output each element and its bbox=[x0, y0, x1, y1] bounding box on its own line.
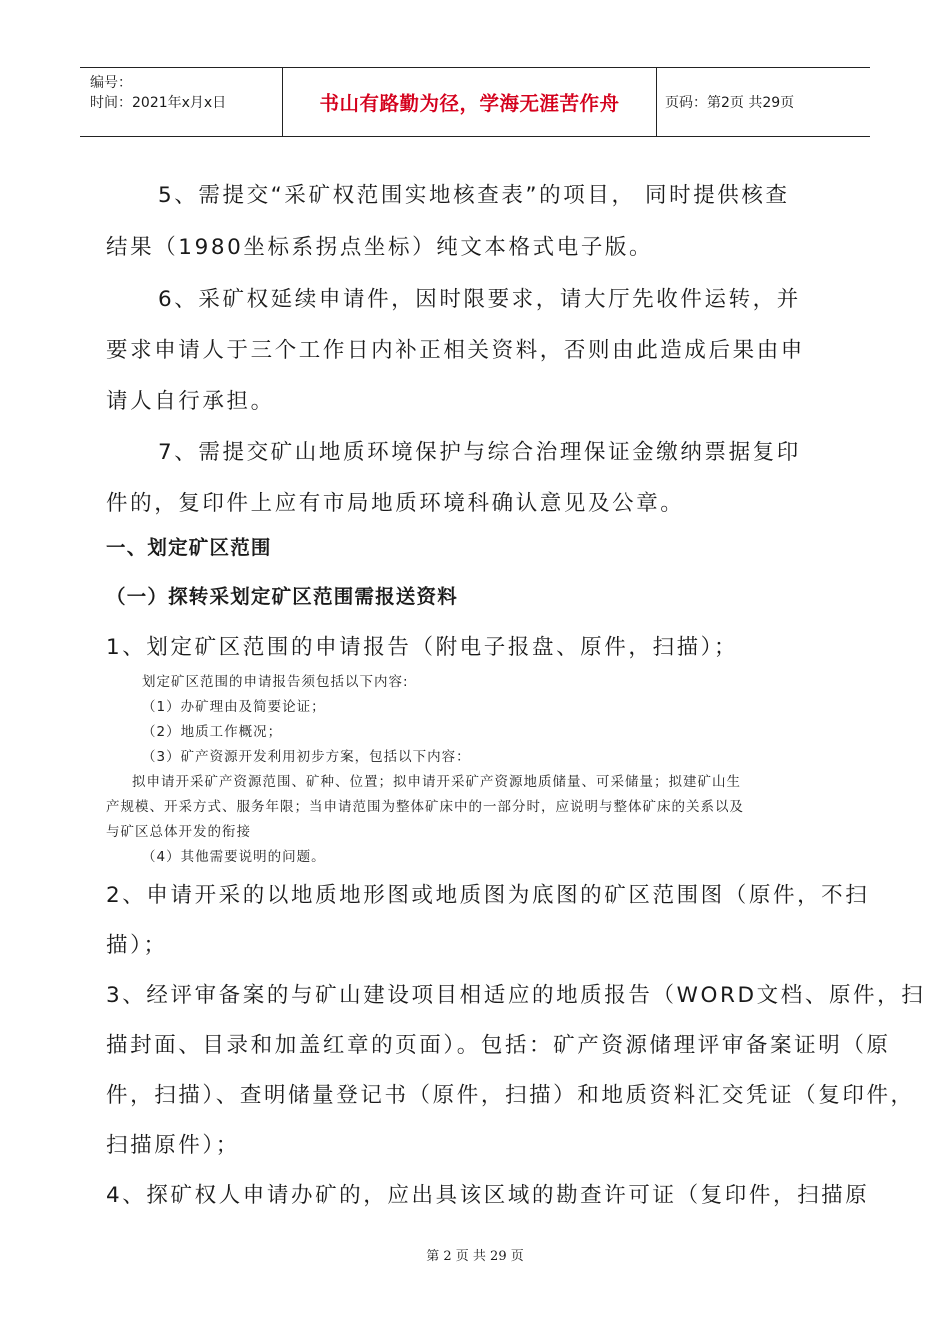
note-line: 产规模、开采方式、服务年限；当申请范围为整体矿床中的一部分时，应说明与整体矿床的关系以及 bbox=[106, 799, 744, 815]
note-line: （2）地质工作概况； bbox=[142, 724, 283, 740]
list-item: 描）； bbox=[106, 933, 168, 958]
note-line: （3）矿产资源开发利用初步方案，包括以下内容： bbox=[142, 749, 471, 765]
note-line: 拟申请开采矿产资源范围、矿种、位置；拟申请开采矿产资源地质储量、可采储量；拟建矿山生 bbox=[132, 774, 741, 790]
paragraph-line: 件的，复印件上应有市局地质环境科确认意见及公章。 bbox=[106, 491, 685, 516]
page-footer: 第 2 页 共 29 页 bbox=[426, 1249, 524, 1264]
subsection-heading: （一）探转采划定矿区范围需报送资料 bbox=[106, 585, 458, 608]
paragraph-line: 6、采矿权延续申请件，因时限要求，请大厅先收件运转，并 bbox=[158, 287, 801, 312]
list-item: 件，扫描）、查明储量登记书（原件，扫描）和地质资料汇交凭证（复印件， bbox=[106, 1083, 915, 1108]
note-line: 划定矿区范围的申请报告须包括以下内容: bbox=[142, 674, 409, 690]
time-label: 时间：2021年x月x日 bbox=[90, 95, 227, 111]
note-line: （1）办矿理由及简要论证； bbox=[142, 699, 326, 715]
header-motto-cell bbox=[283, 68, 657, 136]
list-item: 1、划定矿区范围的申请报告（附电子报盘、原件，扫描）； bbox=[106, 635, 739, 660]
list-item: 描封面、目录和加盖红章的页面）。包括：矿产资源储理评审备案证明（原 bbox=[106, 1033, 891, 1058]
paragraph-line: 7、需提交矿山地质环境保护与综合治理保证金缴纳票据复印 bbox=[158, 440, 801, 465]
list-item: 2、申请开采的以地质地形图或地质图为底图的矿区范围图（原件，不扫 bbox=[106, 883, 870, 908]
section-heading: 一、划定矿区范围 bbox=[106, 536, 272, 559]
list-item: 扫描原件）； bbox=[106, 1133, 240, 1158]
paragraph-line: 5、需提交“采矿权范围实地核查表”的项目， 同时提供核查 bbox=[158, 183, 790, 208]
note-line: 与矿区总体开发的衔接 bbox=[106, 824, 251, 840]
note-line: （4）其他需要说明的问题。 bbox=[142, 849, 326, 865]
list-item: 4、探矿权人申请办矿的，应出具该区域的勘查许可证（复印件，扫描原 bbox=[106, 1183, 870, 1208]
header-meta bbox=[80, 68, 283, 136]
paragraph-line: 请人自行承担。 bbox=[106, 389, 275, 414]
page-info: 页码：第2页 共29页 bbox=[665, 95, 795, 111]
paragraph-line: 要求申请人于三个工作日内补正相关资料，否则由此造成后果由申 bbox=[106, 338, 805, 363]
document-header bbox=[80, 67, 870, 137]
motto: 书山有路勤为径，学海无涯苦作舟 bbox=[319, 92, 620, 115]
paragraph-line: 结果（1980坐标系拐点坐标）纯文本格式电子版。 bbox=[106, 235, 654, 260]
number-label: 编号： bbox=[90, 75, 132, 91]
list-item: 3、经评审备案的与矿山建设项目相适应的地质报告（WORD文档、原件，扫 bbox=[106, 983, 926, 1008]
